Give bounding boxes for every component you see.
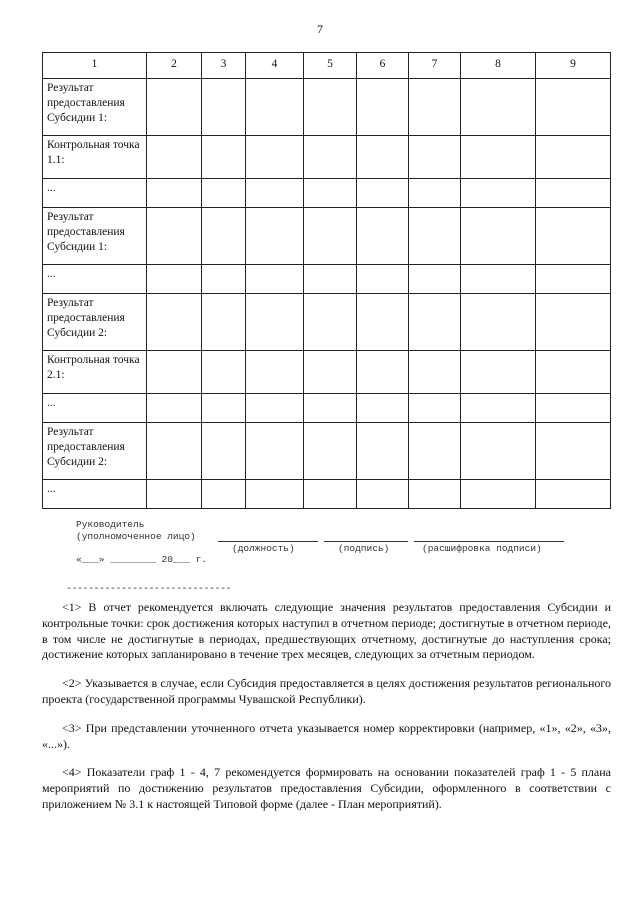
column-header-9: 9 <box>536 53 611 79</box>
signature-caption: (подпись) <box>338 543 390 554</box>
footnote-3: <3> При представлении уточненного отчета указывается номер корректировки (например, «1», «2», «3», «...»). <box>42 720 611 751</box>
table-cell <box>202 294 246 351</box>
position-caption: (должность) <box>232 543 295 554</box>
table-cell <box>202 208 246 265</box>
table-cell <box>536 265 611 294</box>
row-label: ... <box>43 480 147 509</box>
row-label: Контрольная точка 2.1: <box>43 351 147 394</box>
table-cell <box>357 136 409 179</box>
table-cell <box>536 79 611 136</box>
table-cell <box>409 394 461 423</box>
table-cell <box>147 79 202 136</box>
table-cell <box>409 208 461 265</box>
table-cell <box>461 423 536 480</box>
decoding-line <box>414 541 564 542</box>
table-cell <box>147 480 202 509</box>
signature-date: «___» ________ 20___ г. <box>76 554 208 565</box>
table-cell <box>304 79 357 136</box>
table-cell <box>202 179 246 208</box>
table-cell <box>536 394 611 423</box>
table-cell <box>246 294 304 351</box>
signature-title: Руководитель <box>76 519 145 530</box>
table-cell <box>409 79 461 136</box>
table-cell <box>461 294 536 351</box>
table-cell <box>409 265 461 294</box>
table-cell <box>246 351 304 394</box>
column-header-1: 1 <box>43 53 147 79</box>
table-row <box>43 480 611 509</box>
table-cell <box>202 136 246 179</box>
row-label: ... <box>43 179 147 208</box>
table-cell <box>304 265 357 294</box>
table-row <box>43 136 611 179</box>
table-cell <box>461 394 536 423</box>
table-cell <box>536 480 611 509</box>
table-cell <box>461 265 536 294</box>
table-cell <box>304 136 357 179</box>
table-cell <box>147 179 202 208</box>
table-cell <box>536 136 611 179</box>
table-cell <box>461 79 536 136</box>
table-cell <box>304 480 357 509</box>
table-cell <box>147 394 202 423</box>
row-label: Результат предоставления Субсидии 1: <box>43 79 147 136</box>
footnotes <box>42 600 611 826</box>
table-cell <box>357 480 409 509</box>
table-cell <box>147 423 202 480</box>
row-label: ... <box>43 394 147 423</box>
table-cell <box>461 480 536 509</box>
table-cell <box>147 208 202 265</box>
column-header-4: 4 <box>246 53 304 79</box>
table-cell <box>357 179 409 208</box>
table-row <box>43 265 611 294</box>
table-row <box>43 423 611 480</box>
table-row <box>43 394 611 423</box>
table-cell <box>409 179 461 208</box>
table-cell <box>246 136 304 179</box>
table-cell <box>246 423 304 480</box>
table-cell <box>147 265 202 294</box>
table-cell <box>304 423 357 480</box>
table-cell <box>461 136 536 179</box>
table-cell <box>536 351 611 394</box>
table-cell <box>461 208 536 265</box>
table-row <box>43 79 611 136</box>
table-cell <box>147 351 202 394</box>
table-cell <box>357 351 409 394</box>
footnote-2: <2> Указывается в случае, если Субсидия предоставляется в целях достижения результатов регионального проекта (государственной программы Чувашской Республики). <box>42 676 611 706</box>
position-line <box>218 541 318 542</box>
table-cell <box>357 394 409 423</box>
row-label: Результат предоставления Субсидии 1: <box>43 208 147 265</box>
table-cell <box>246 179 304 208</box>
page-number: 7 <box>317 22 323 36</box>
table-row <box>43 208 611 265</box>
table-cell <box>246 480 304 509</box>
table-cell <box>304 394 357 423</box>
column-header-8: 8 <box>461 53 536 79</box>
table-cell <box>357 79 409 136</box>
table-cell <box>461 179 536 208</box>
column-header-5: 5 <box>304 53 357 79</box>
table-cell <box>246 208 304 265</box>
table-cell <box>304 208 357 265</box>
column-header-3: 3 <box>202 53 246 79</box>
table-cell <box>409 480 461 509</box>
table-cell <box>202 265 246 294</box>
table-cell <box>409 294 461 351</box>
table-row <box>43 351 611 394</box>
table-cell <box>304 351 357 394</box>
footnote-separator: ------------------------------ <box>66 584 232 595</box>
table-cell <box>409 423 461 480</box>
table-cell <box>357 208 409 265</box>
table-cell <box>357 423 409 480</box>
column-header-7: 7 <box>409 53 461 79</box>
table-cell <box>246 265 304 294</box>
footnote-4: <4> Показатели граф 1 - 4, 7 рекомендуется формировать на основании показателей граф 1 - 5 плана мероприятий по достижению результатов предоставления Субсидии, оформленного в соответствии с приложением № 3.1 к настоящей Типовой форме (далее - План мероприятий). <box>42 765 611 811</box>
signature-line <box>324 541 408 542</box>
row-label: ... <box>43 265 147 294</box>
table-cell <box>202 351 246 394</box>
table-header-row <box>43 53 611 79</box>
column-header-6: 6 <box>357 53 409 79</box>
report-table <box>42 52 611 509</box>
table-cell <box>536 208 611 265</box>
table-cell <box>409 351 461 394</box>
table-cell <box>147 294 202 351</box>
table-cell <box>304 294 357 351</box>
decoding-caption: (расшифровка подписи) <box>422 543 542 554</box>
row-label: Контрольная точка 1.1: <box>43 136 147 179</box>
table-cell <box>202 394 246 423</box>
row-label: Результат предоставления Субсидии 2: <box>43 294 147 351</box>
table-cell <box>246 394 304 423</box>
footnote-1: <1> В отчет рекомендуется включать следующие значения результатов предоставления Субсидии и контрольные точки: срок достижения которых наступил в отчетном периоде; достигнутые в отчетном периоде, в том числе не достигнутые в периодах, предшествующих отчетному, достигнутые до наступления срока; достижение которых запланировано в течение трех месяцев, следующих за отчетным периодом. <box>42 600 611 662</box>
table-cell <box>202 480 246 509</box>
table-row <box>43 294 611 351</box>
table-cell <box>357 294 409 351</box>
table-cell <box>246 79 304 136</box>
table-row <box>43 179 611 208</box>
table-cell <box>202 423 246 480</box>
row-label: Результат предоставления Субсидии 2: <box>43 423 147 480</box>
signature-subtitle: (уполномоченное лицо) <box>76 531 196 542</box>
table-cell <box>536 179 611 208</box>
table-cell <box>536 423 611 480</box>
table-cell <box>357 265 409 294</box>
column-header-2: 2 <box>147 53 202 79</box>
table-cell <box>409 136 461 179</box>
table-cell <box>202 79 246 136</box>
table-cell <box>461 351 536 394</box>
table-cell <box>147 136 202 179</box>
table-cell <box>536 294 611 351</box>
table-cell <box>304 179 357 208</box>
